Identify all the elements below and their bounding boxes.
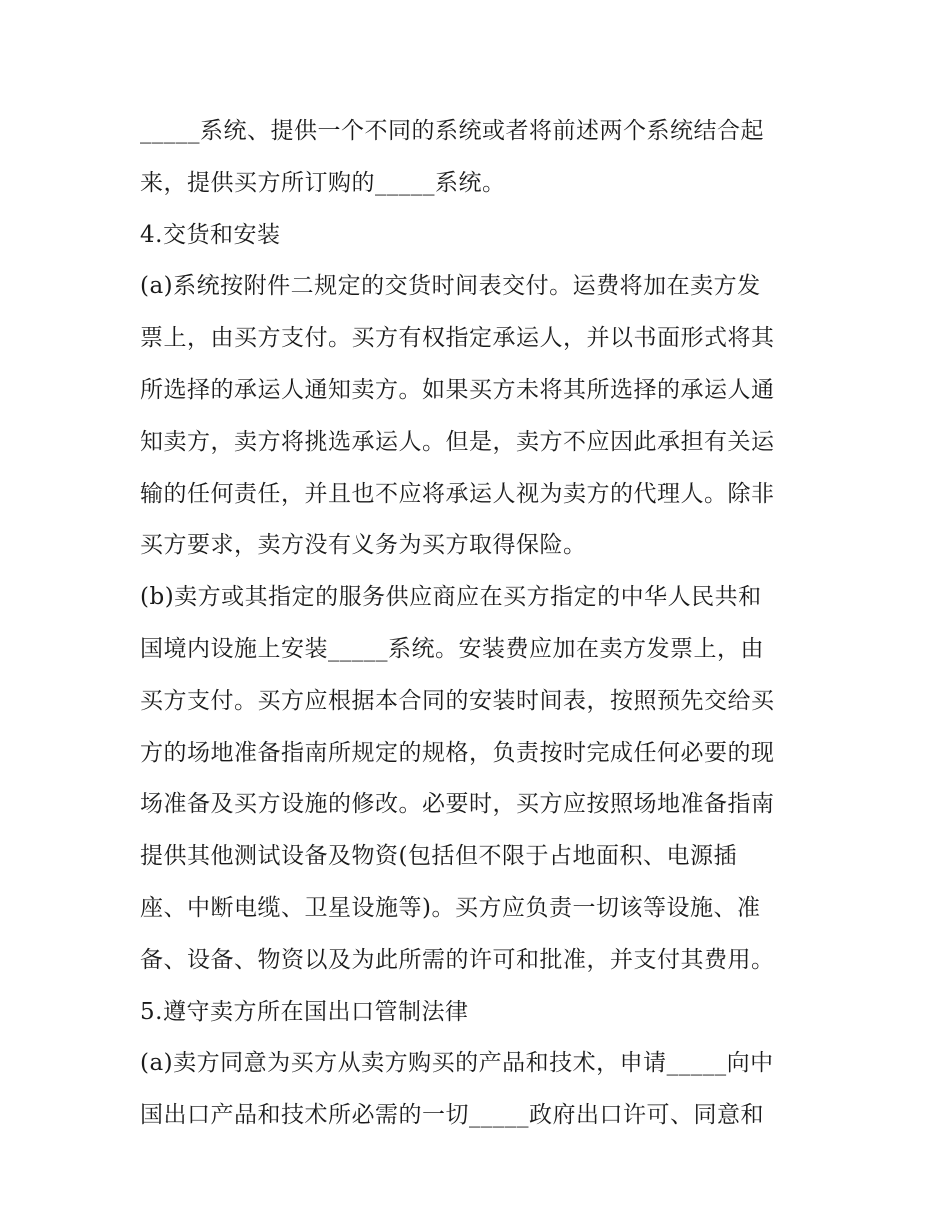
text-line: 输的任何责任，并且也不应将承运人视为卖方的代理人。除非 <box>140 480 775 507</box>
text-line: 票上，由买方支付。买方有权指定承运人，并以书面形式将其 <box>140 325 775 352</box>
section-heading-export-control: 5.遵守卖方所在国出口管制法律 <box>140 998 469 1025</box>
contract-text <box>140 112 830 1148</box>
text-line: 座、中断电缆、卫星设施等)。买方应负责一切该等设施、准 <box>140 894 761 921</box>
text-line: 备、设备、物资以及为此所需的许可和批准，并支付其费用。 <box>140 946 775 973</box>
text-line: 来，提供买方所订购的_____系统。 <box>140 169 506 196</box>
text-line: 方的场地准备指南所规定的规格，负责按时完成任何必要的现 <box>140 739 775 766</box>
text-line: 买方支付。买方应根据本合同的安装时间表，按照预先交给买 <box>140 687 775 714</box>
text-line: 提供其他测试设备及物资(包括但不限于占地面积、电源插 <box>140 843 737 870</box>
text-line: 国境内设施上安装_____系统。安装费应加在卖方发票上，由 <box>140 635 764 662</box>
text-line: (b)卖方或其指定的服务供应商应在买方指定的中华人民共和 <box>140 584 762 611</box>
text-line: _____系统、提供一个不同的系统或者将前述两个系统结合起 <box>140 118 764 144</box>
text-line: 场准备及买方设施的修改。必要时，买方应按照场地准备指南 <box>140 791 775 818</box>
text-line: (a)卖方同意为买方从卖方购买的产品和技术，申请_____向中 <box>140 1050 774 1077</box>
text-line: 所选择的承运人通知卖方。如果买方未将其所选择的承运人通 <box>140 376 775 403</box>
text-line: 国出口产品和技术所必需的一切_____政府出口许可、同意和 <box>140 1102 764 1129</box>
text-line: 买方要求，卖方没有义务为买方取得保险。 <box>140 532 587 559</box>
section-heading-delivery: 4.交货和安装 <box>140 221 281 248</box>
text-line: 知卖方，卖方将挑选承运人。但是，卖方不应因此承担有关运 <box>140 428 775 455</box>
text-line: (a)系统按附件二规定的交货时间表交付。运费将加在卖方发 <box>140 273 761 300</box>
